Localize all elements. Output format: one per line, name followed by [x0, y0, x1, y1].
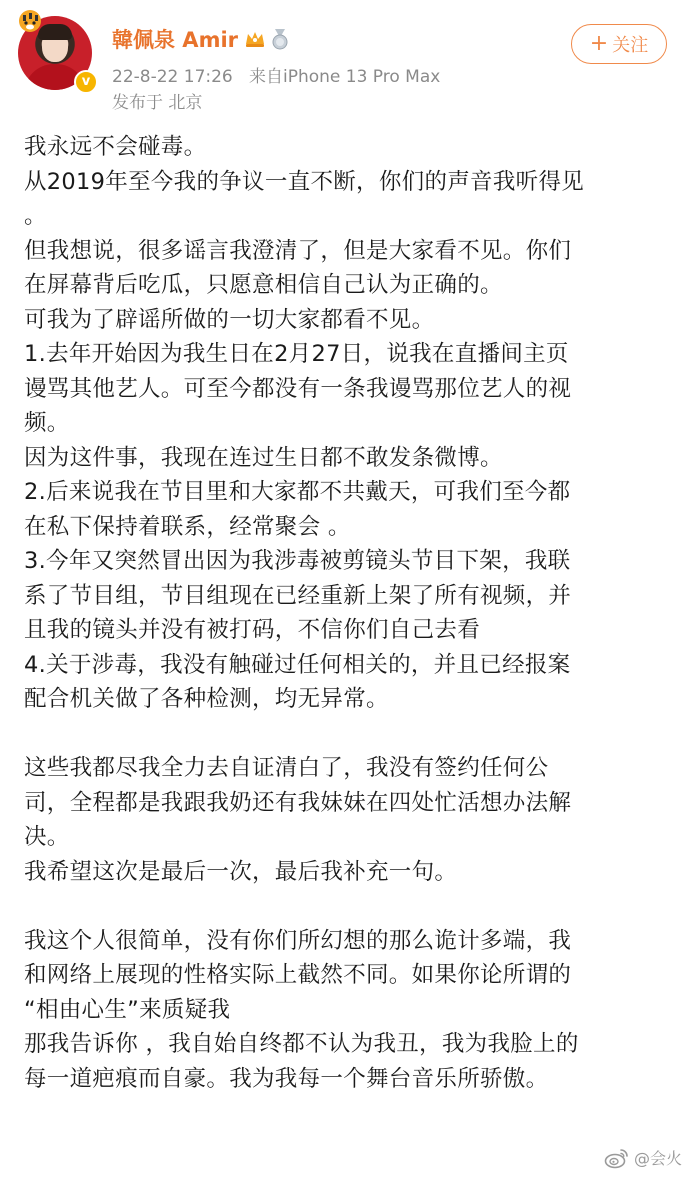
- post-body: [24, 130, 664, 1096]
- post-text-line: 决。: [24, 824, 70, 850]
- post-text-line: 频。: [24, 410, 70, 436]
- post-location: 发布于 北京: [112, 93, 203, 113]
- post-text-line: 每一道疤痕而自豪。我为我每一个舞台音乐所骄傲。: [24, 1065, 549, 1092]
- post-text-line: 且我的镜头并没有被打码，不信你们自己去看: [24, 617, 481, 643]
- post-text-line: 我这个人很简单，没有你们所幻想的那么诡计多端，我: [24, 927, 572, 954]
- post-text-line: 可我为了辟谣所做的一切大家都看不见。: [24, 306, 435, 333]
- plus-icon: +: [589, 31, 609, 56]
- author-name[interactable]: 韓佩泉 Amir: [112, 28, 238, 52]
- post-text-line: 在屏幕背后吃瓜，只愿意相信自己认为正确的。: [24, 272, 503, 298]
- watermark: [604, 1146, 682, 1169]
- post-text-line: 从2019年至今我的争议一直不断，你们的声音我听得见: [24, 168, 585, 195]
- post-text-line: 3.今年又突然冒出因为我涉毒被剪镜头节目下架，我联: [24, 548, 571, 574]
- weibo-logo-icon: [604, 1147, 630, 1169]
- post-text-line: 系了节目组，节目组现在已经重新上架了所有视频，并: [24, 582, 572, 609]
- paragraph-gap: [24, 889, 664, 924]
- post-text-line: 1.去年开始因为我生日在2月27日，说我在直播间主页: [24, 341, 569, 367]
- post-text-line: 在私下保持着联系，经常聚会 。: [24, 513, 351, 540]
- post-text-line: 。: [24, 203, 47, 229]
- post-text-line: 司，全程都是我跟我奶还有我妹妹在四处忙活想办法解: [24, 789, 572, 816]
- avatar[interactable]: [14, 8, 96, 90]
- post-text-line: 我希望这次是最后一次，最后我补充一句。: [24, 858, 458, 885]
- tiger-frame-icon: [14, 8, 54, 34]
- paragraph-gap: [24, 717, 664, 752]
- post-text-line: 4.关于涉毒，我没有触碰过任何相关的，并且已经报案: [24, 651, 571, 678]
- post-text-line: 因为这件事，我现在连过生日都不敢发条微博。: [24, 444, 503, 471]
- post-text-line: 配合机关做了各种检测，均无异常。: [24, 686, 389, 712]
- watermark-text: @会火: [633, 1149, 682, 1168]
- vip-crown-icon[interactable]: [244, 29, 266, 49]
- post-text-line: 这些我都尽我全力去自证清白了，我没有签约任何公: [24, 755, 549, 781]
- verified-badge-icon: v: [74, 70, 98, 94]
- follow-button[interactable]: [571, 24, 667, 64]
- post-timestamp: 22-8-22 17:26: [112, 67, 233, 87]
- post-text-line: 我永远不会碰毒。: [24, 134, 207, 160]
- post-text-line: “相由心生”来质疑我: [24, 996, 231, 1023]
- post-source: 来自iPhone 13 Pro Max: [248, 67, 441, 87]
- post-text-line: 和网络上展现的性格实际上截然不同。如果你论所谓的: [24, 962, 572, 988]
- post-text-line: 谩骂其他艺人。可至今都没有一条我谩骂那位艺人的视: [24, 375, 572, 402]
- post-text-line: 2.后来说我在节目里和大家都不共戴天，可我们至今都: [24, 479, 571, 505]
- post-text-line: 那我告诉你 ，我自始自终都不认为我丑，我为我脸上的: [24, 1031, 579, 1057]
- post-meta: [112, 62, 440, 87]
- author-row: [112, 24, 290, 54]
- post-header: [0, 0, 690, 120]
- follow-label: 关注: [612, 35, 649, 56]
- medal-badge-icon[interactable]: [270, 28, 290, 50]
- post-text-line: 但我想说，很多谣言我澄清了，但是大家看不见。你们: [24, 237, 572, 264]
